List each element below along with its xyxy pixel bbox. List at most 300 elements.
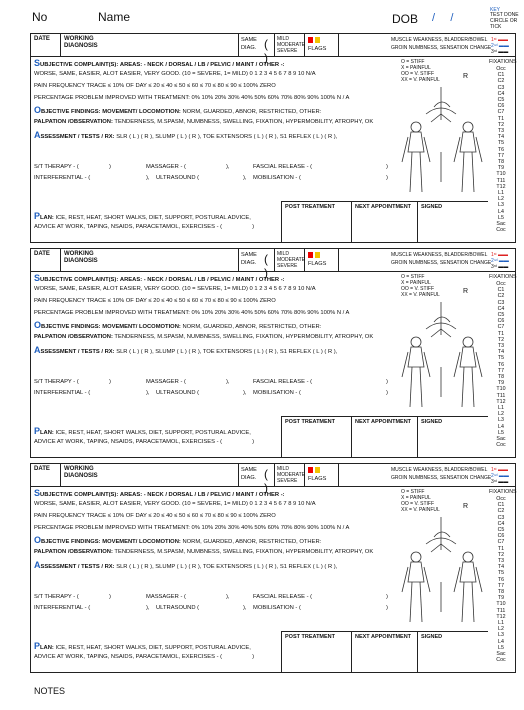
diagnosis-cell[interactable] (61, 34, 239, 56)
percentage-row (34, 310, 349, 316)
groin-text: GROIN NUMBNESS, SENSATION CHANGE (391, 260, 492, 266)
plan-letter: P (34, 641, 41, 651)
fixation-item[interactable]: T2 (497, 551, 505, 558)
fixations-label: FIXATIONS (489, 489, 517, 495)
fascial-release[interactable]: FASCIAL RELEASE - ( (253, 594, 313, 600)
r-label: R (463, 288, 469, 295)
ultrasound-close: ), (243, 390, 247, 396)
mobilisation-close: ) (386, 605, 388, 611)
fixation-item[interactable]: T7 (497, 367, 505, 374)
same-diag-cell[interactable] (239, 249, 275, 280)
fixation-item[interactable]: C3 (497, 514, 505, 521)
fixation-item[interactable]: C2 (497, 293, 505, 300)
fixation-item[interactable]: T10 (496, 386, 506, 393)
movement-values: NORM, GUARDED, ABNOR, RESTRICTED, OTHER: (182, 539, 322, 545)
next-appointment-cell[interactable] (352, 202, 418, 242)
fixation-item[interactable]: C5 (497, 312, 505, 319)
severity-severe: SEVERE (277, 478, 298, 484)
stiff-key-3: OO = V. STIFF (401, 501, 435, 507)
areas-text: AREAS: - NECK / DORSAL / LB / PELVIC / MAINT / OTHER -: (119, 62, 285, 68)
plan-row (34, 641, 251, 651)
stiff-key-1: O = STIFF (401, 274, 425, 280)
movement-label: MOVEMENT/ LOCOMOTION: (102, 324, 181, 330)
severity-moderate: MODERATE (277, 472, 305, 478)
fixation-item[interactable]: T11 (496, 607, 506, 614)
fixation-item[interactable]: C6 (497, 318, 505, 325)
fixation-item[interactable]: L3 (498, 202, 504, 209)
fixation-item[interactable]: Sac (496, 651, 506, 658)
palpation-row (34, 119, 373, 125)
fixation-item[interactable]: Coc (496, 227, 506, 234)
next-appointment-cell[interactable] (352, 632, 418, 672)
key-third-line: 3ʳᵈ ▬▬ (491, 479, 509, 485)
fixation-item[interactable]: C7 (497, 324, 505, 331)
signoff-row (281, 201, 488, 242)
yellow-flag-icon (315, 467, 320, 473)
percentage-values: 0% 10% 20% 30% 40% 50% 60% 70% 80% 90% 100% N / A (191, 310, 350, 316)
fixation-item[interactable]: C1 (497, 72, 505, 79)
fixation-item[interactable]: L5 (498, 214, 504, 221)
advice-row: ADVICE AT WORK, TAPING, NSAIDS, PARACETAMOL, EXERCISES - ( ) (34, 224, 255, 230)
yellow-flag-icon (315, 252, 320, 258)
key-subtitle: TEST DONE CIRCLE OR TICK (490, 12, 519, 30)
advice-row: ADVICE AT WORK, TAPING, NSAIDS, PARACETAMOL, EXERCISES - ( ) (34, 439, 255, 445)
next-appointment-cell[interactable] (352, 417, 418, 457)
severity-cell[interactable] (275, 464, 305, 486)
signed-label: SIGNED (421, 419, 443, 425)
stiff-key-3: OO = V. STIFF (401, 71, 435, 77)
fixation-item[interactable]: L1 (498, 620, 504, 627)
advice-values: ADVICE AT WORK, TAPING, NSAIDS, PARACETAMOL, EXERCISES - ( (34, 224, 223, 230)
r-label: R (463, 73, 469, 80)
percentage-values: 0% 10% 20% 30% 40% 50% 60% 70% 80% 90% 100% N / A (191, 95, 350, 101)
subjective-row (34, 488, 285, 498)
mobilisation-close: ) (386, 390, 388, 396)
severity-severe: SEVERE (277, 263, 298, 269)
percentage-label: PERCENTAGE PROBLEM IMPROVED WITH TREATMENT: (34, 95, 190, 101)
fixation-item[interactable]: L2 (498, 626, 504, 633)
fixation-item[interactable]: L2 (498, 196, 504, 203)
red-flag-icon (308, 37, 313, 43)
same-label: SAME (241, 37, 257, 43)
assessment-values: SLR ( L ) ( R ), SLUMP ( L ) ( R ), TOE EXTENSORS ( L ) ( R ), S1 REFLEX ( L ) ( R ), (116, 564, 338, 570)
ultrasound-close: ), (243, 605, 247, 611)
date-cell[interactable] (31, 249, 61, 271)
r-label: R (463, 503, 469, 510)
objective-letter: O (34, 320, 42, 330)
fixation-item[interactable]: L1 (498, 405, 504, 412)
st-therapy-close: ) (109, 594, 111, 600)
fixation-item[interactable]: T5 (497, 570, 505, 577)
yellow-flag-icon (315, 37, 320, 43)
fixation-item[interactable]: T11 (496, 177, 506, 184)
stiff-key-4: XX = V. PAINFUL (401, 292, 440, 298)
fixation-item[interactable]: C1 (497, 287, 505, 294)
subjective-row (34, 58, 285, 68)
plan-values: ICE, REST, HEAT, SHORT WALKS, DIET, SUPPORT, POSTURAL ADVICE, (55, 645, 251, 651)
fixation-item[interactable]: T1 (497, 115, 505, 122)
areas-text: AREAS: - NECK / DORSAL / LB / PELVIC / MAINT / OTHER -: (119, 492, 285, 498)
diag-short-label: DIAG. (241, 45, 257, 51)
advice-values: ADVICE AT WORK, TAPING, NSAIDS, PARACETAMOL, EXERCISES - ( (34, 439, 223, 445)
severity-cell[interactable] (275, 34, 305, 56)
signed-label: SIGNED (421, 634, 443, 640)
massager-close: ), (226, 164, 230, 170)
fixation-item[interactable]: L3 (498, 632, 504, 639)
fixation-item[interactable]: T5 (497, 355, 505, 362)
diag-short-label: DIAG. (241, 475, 257, 481)
diagnosis-label: WORKING DIAGNOSIS (64, 36, 98, 49)
st-therapy[interactable]: S/T THERAPY - ( (34, 594, 79, 600)
objective-label: BJECTIVE FINDINGS: (41, 324, 101, 330)
stiff-key-3: OO = V. STIFF (401, 286, 435, 292)
weakness-text: MUSCLE WEAKNESS, BLADDER/BOWEL (391, 467, 488, 473)
ultrasound-close: ), (243, 175, 247, 181)
signed-cell[interactable] (418, 202, 491, 242)
fixation-item[interactable]: Sac (496, 221, 506, 228)
massager[interactable]: MASSAGER - ( (146, 594, 186, 600)
fascial-close: ) (386, 164, 388, 170)
fixation-item[interactable]: Occ (496, 281, 506, 287)
severity-moderate: MODERATE (277, 42, 305, 48)
movement-values: NORM, GUARDED, ABNOR, RESTRICTED, OTHER: (182, 109, 322, 115)
palpation-values: TENDERNESS, M.SPASM, NUMBNESS, SWELLING, FIXATION, HYPERMOBILITY, ATROPHY, OK (114, 549, 374, 555)
fixation-item[interactable]: T12 (496, 398, 506, 405)
fixation-item[interactable]: C3 (497, 84, 505, 91)
fascial-release[interactable]: FASCIAL RELEASE - ( (253, 379, 313, 385)
dob-label: DOB (392, 12, 419, 26)
fixation-item[interactable]: Sac (496, 436, 506, 443)
massager[interactable]: MASSAGER - ( (146, 164, 186, 170)
assessment-label: SSESSMENT / TESTS / RX: (40, 134, 115, 140)
objective-label: BJECTIVE FINDINGS: (41, 109, 101, 115)
bracket-icon: ( ) (264, 37, 268, 65)
stiff-key-2: X = PAINFUL (401, 495, 431, 501)
flags-label: FLAGS (308, 46, 327, 52)
worse-text: WORSE, SAME, EASIER, ALOT EASIER, VERY GOOD. (10 = SEVERE, 1= MILD) 0 1 2 3 4 5 6 7 8 9 10 N/A (34, 501, 316, 507)
movement-label: MOVEMENT/ LOCOMOTION: (102, 539, 181, 545)
mobilisation-close: ) (386, 175, 388, 181)
post-treatment-label: POST TREATMENT (285, 204, 336, 210)
fixation-item[interactable]: T9 (497, 595, 505, 602)
fixation-item[interactable]: T8 (497, 159, 505, 166)
stiff-key-2: X = PAINFUL (401, 280, 431, 286)
fixation-item[interactable]: T4 (497, 134, 505, 141)
signed-cell[interactable] (418, 632, 491, 672)
fixation-item[interactable]: C4 (497, 90, 505, 97)
interferential[interactable]: INTERFERENTIAL - ( (34, 175, 91, 181)
subjective-label: UBJECTIVE COMPLAINT(S): (40, 62, 119, 68)
diag-short-label: DIAG. (241, 260, 257, 266)
post-treatment-label: POST TREATMENT (285, 419, 336, 425)
fixation-item[interactable]: L2 (498, 411, 504, 418)
severity-mild: MILD (277, 251, 289, 257)
subjective-letter: S (34, 58, 41, 68)
fixation-item[interactable]: Coc (496, 657, 506, 664)
groin-text: GROIN NUMBNESS, SENSATION CHANGE (391, 475, 492, 481)
interferential-close: ), (146, 175, 150, 181)
same-diag-cell[interactable] (239, 464, 275, 495)
assessment-row (34, 130, 337, 140)
key-third-line: 3ʳᵈ ▬▬ (491, 264, 509, 270)
plan-letter: P (34, 211, 41, 221)
date-cell[interactable] (31, 34, 61, 56)
post-treatment-cell[interactable] (282, 202, 352, 242)
fixation-item[interactable]: T5 (497, 140, 505, 147)
fixation-item[interactable]: C3 (497, 299, 505, 306)
objective-row (34, 320, 321, 330)
fixation-item[interactable]: T1 (497, 545, 505, 552)
flags-label: FLAGS (308, 261, 327, 267)
fixation-item[interactable]: T4 (497, 564, 505, 571)
weakness-text: MUSCLE WEAKNESS, BLADDER/BOWEL (391, 37, 488, 43)
pain-frequency-row (34, 83, 276, 89)
assessment-letter: A (34, 560, 41, 570)
stiff-key-4: XX = V. PAINFUL (401, 77, 440, 83)
red-flag-icon (308, 467, 313, 473)
fixation-item[interactable]: T3 (497, 343, 505, 350)
fixation-item[interactable]: C5 (497, 97, 505, 104)
plan-values: ICE, REST, HEAT, SHORT WALKS, DIET, SUPPORT, POSTURAL ADVICE, (55, 430, 251, 436)
fixations-list (489, 496, 513, 663)
key-first-line: 1ˢᵗ ▬▬ (491, 37, 508, 43)
fixation-item[interactable]: C6 (497, 103, 505, 110)
pain-frequency-values: TRACE ≤ 10% OF DAY ≤ 20 ≤ 40 ≤ 50 ≤ 60 ≤ 70 ≤ 80 ≤ 90 ≤ 100% ZERO (86, 83, 276, 89)
mobilisation[interactable]: MOBILISATION - ( (253, 175, 301, 181)
fixation-item[interactable]: T11 (496, 392, 506, 399)
worse-text: WORSE, SAME, EASIER, ALOT EASIER, VERY GOOD. (10 = SEVERE, 1= MILD) 0 1 2 3 4 5 6 7 8 9 10 N/A (34, 286, 316, 292)
fixation-item[interactable]: T6 (497, 146, 505, 153)
plan-label: LAN: (40, 215, 54, 221)
massager[interactable]: MASSAGER - ( (146, 379, 186, 385)
fixation-item[interactable]: T10 (496, 601, 506, 608)
diagnosis-label: WORKING DIAGNOSIS (64, 466, 98, 479)
severity-mild: MILD (277, 36, 289, 42)
subjective-label: UBJECTIVE COMPLAINT(S): (40, 277, 119, 283)
fixation-item[interactable]: T1 (497, 330, 505, 337)
fixations-column (489, 59, 517, 234)
fixation-item[interactable]: T7 (497, 582, 505, 589)
same-label: SAME (241, 252, 257, 258)
fixation-item[interactable]: Occ (496, 496, 506, 502)
fixation-item[interactable]: T3 (497, 128, 505, 135)
treatment-section (30, 33, 516, 243)
fixations-list (489, 281, 513, 448)
fixation-item[interactable]: T7 (497, 152, 505, 159)
assessment-row (34, 560, 337, 570)
pain-frequency-values: TRACE ≤ 10% OF DAY ≤ 20 ≤ 40 ≤ 50 ≤ 60 ≤ 70 ≤ 80 ≤ 90 ≤ 100% ZERO (86, 513, 276, 519)
no-label: No (32, 10, 48, 24)
assessment-label: SSESSMENT / TESTS / RX: (40, 564, 115, 570)
diagnosis-cell[interactable] (61, 249, 239, 271)
severity-cell[interactable] (275, 249, 305, 271)
fixation-item[interactable]: T9 (497, 380, 505, 387)
date-cell[interactable] (31, 464, 61, 486)
stiff-key-4: XX = V. PAINFUL (401, 507, 440, 513)
ultrasound[interactable]: ULTRASOUND ( (156, 605, 200, 611)
interferential-close: ), (146, 390, 150, 396)
date-label: DATE (34, 466, 50, 472)
name-label: Name (98, 10, 131, 24)
fixation-item[interactable]: C2 (497, 508, 505, 515)
body-diagram-icon (386, 82, 496, 212)
fixation-item[interactable]: C7 (497, 539, 505, 546)
same-diag-cell[interactable] (239, 34, 275, 65)
palpation-label: PALPATION /OBSERVATION: (34, 119, 113, 125)
mobilisation[interactable]: MOBILISATION - ( (253, 390, 301, 396)
post-treatment-cell[interactable] (282, 632, 352, 672)
fixation-item[interactable]: T3 (497, 558, 505, 565)
key-second-line: 2ⁿᵈ ▬▬ (491, 473, 509, 479)
flags-cell[interactable] (305, 464, 339, 486)
fixation-item[interactable]: L1 (498, 190, 504, 197)
plan-label: LAN: (40, 430, 54, 436)
palpation-label: PALPATION /OBSERVATION: (34, 334, 113, 340)
percentage-label: PERCENTAGE PROBLEM IMPROVED WITH TREATMENT: (34, 525, 190, 531)
fixation-item[interactable]: T6 (497, 361, 505, 368)
signoff-row (281, 631, 488, 672)
stiff-key (401, 489, 440, 513)
flags-label: FLAGS (308, 476, 327, 482)
stiff-key-1: O = STIFF (401, 489, 425, 495)
worse-text: WORSE, SAME, EASIER, ALOT EASIER, VERY GOOD. (10 = SEVERE, 1= MILD) 0 1 2 3 4 5 6 7 8 9 10 N/A (34, 71, 316, 77)
red-flag-icon (308, 252, 313, 258)
weakness-text: MUSCLE WEAKNESS, BLADDER/BOWEL (391, 252, 488, 258)
movement-label: MOVEMENT/ LOCOMOTION: (102, 109, 181, 115)
fixation-item[interactable]: L4 (498, 638, 504, 645)
treatment-section (30, 248, 516, 458)
diagnosis-cell[interactable] (61, 464, 239, 486)
fixation-item[interactable]: T8 (497, 374, 505, 381)
stiff-key (401, 274, 440, 298)
post-treatment-cell[interactable] (282, 417, 352, 457)
assessment-letter: A (34, 345, 41, 355)
signed-cell[interactable] (418, 417, 491, 457)
pain-frequency-row (34, 513, 276, 519)
fixation-item[interactable]: C1 (497, 502, 505, 509)
subjective-row (34, 273, 285, 283)
assessment-label: SSESSMENT / TESTS / RX: (40, 349, 115, 355)
st-therapy-close: ) (109, 379, 111, 385)
st-therapy[interactable]: S/T THERAPY - ( (34, 379, 79, 385)
flags-cell[interactable] (305, 34, 339, 56)
fixation-item[interactable]: T2 (497, 336, 505, 343)
fixation-item[interactable]: L4 (498, 208, 504, 215)
bracket-icon: ( ) (264, 252, 268, 280)
fixations-column (489, 489, 517, 664)
percentage-row (34, 525, 349, 531)
fascial-close: ) (386, 379, 388, 385)
fixation-item[interactable]: T12 (496, 613, 506, 620)
fixation-item[interactable]: Occ (496, 66, 506, 72)
key-first-line: 1ˢᵗ ▬▬ (491, 467, 508, 473)
fixation-item[interactable]: T12 (496, 183, 506, 190)
areas-text: AREAS: - NECK / DORSAL / LB / PELVIC / MAINT / OTHER -: (119, 277, 285, 283)
pain-frequency-row (34, 298, 276, 304)
date-label: DATE (34, 36, 50, 42)
fixation-item[interactable]: Coc (496, 442, 506, 449)
fixation-item[interactable]: C5 (497, 527, 505, 534)
assessment-row (34, 345, 337, 355)
notes-label: NOTES (34, 686, 66, 696)
fixation-item[interactable]: L3 (498, 417, 504, 424)
post-treatment-label: POST TREATMENT (285, 634, 336, 640)
assessment-values: SLR ( L ) ( R ), SLUMP ( L ) ( R ), TOE EXTENSORS ( L ) ( R ), S1 REFLEX ( L ) ( R ), (116, 134, 338, 140)
stiff-key-2: X = PAINFUL (401, 65, 431, 71)
interferential[interactable]: INTERFERENTIAL - ( (34, 390, 91, 396)
body-diagram-icon (386, 297, 496, 427)
subjective-letter: S (34, 273, 41, 283)
fixation-item[interactable]: C4 (497, 305, 505, 312)
st-therapy[interactable]: S/T THERAPY - ( (34, 164, 79, 170)
fixation-item[interactable]: C2 (497, 78, 505, 85)
palpation-values: TENDERNESS, M.SPASM, NUMBNESS, SWELLING, FIXATION, HYPERMOBILITY, ATROPHY, OK (114, 119, 374, 125)
percentage-values: 0% 10% 20% 30% 40% 50% 60% 70% 80% 90% 100% N / A (191, 525, 350, 531)
advice-values: ADVICE AT WORK, TAPING, NSAIDS, PARACETAMOL, EXERCISES - ( (34, 654, 223, 660)
palpation-label: PALPATION /OBSERVATION: (34, 549, 113, 555)
interferential[interactable]: INTERFERENTIAL - ( (34, 605, 91, 611)
fixations-label: FIXATIONS (489, 274, 517, 280)
mobilisation[interactable]: MOBILISATION - ( (253, 605, 301, 611)
flags-cell[interactable] (305, 249, 339, 271)
fixation-item[interactable]: T8 (497, 589, 505, 596)
fixation-item[interactable]: T2 (497, 121, 505, 128)
objective-label: BJECTIVE FINDINGS: (41, 539, 101, 545)
percentage-row (34, 95, 349, 101)
fixation-item[interactable]: L4 (498, 423, 504, 430)
ultrasound[interactable]: ULTRASOUND ( (156, 175, 200, 181)
assessment-letter: A (34, 130, 41, 140)
fixation-item[interactable]: C4 (497, 520, 505, 527)
palpation-values: TENDERNESS, M.SPASM, NUMBNESS, SWELLING, FIXATION, HYPERMOBILITY, ATROPHY, OK (114, 334, 374, 340)
objective-row (34, 535, 321, 545)
dob-separator: / / (432, 12, 454, 24)
percentage-label: PERCENTAGE PROBLEM IMPROVED WITH TREATMENT: (34, 310, 190, 316)
key-first-line: 1ˢᵗ ▬▬ (491, 252, 508, 258)
fixation-item[interactable]: T9 (497, 165, 505, 172)
plan-row (34, 426, 251, 436)
fixation-item[interactable]: T4 (497, 349, 505, 356)
key-third-line: 3ʳᵈ ▬▬ (491, 49, 509, 55)
massager-close: ), (226, 379, 230, 385)
same-label: SAME (241, 467, 257, 473)
objective-letter: O (34, 105, 42, 115)
ultrasound[interactable]: ULTRASOUND ( (156, 390, 200, 396)
diagnosis-label: WORKING DIAGNOSIS (64, 251, 98, 264)
plan-row (34, 211, 251, 221)
fixation-item[interactable]: C7 (497, 109, 505, 116)
subjective-letter: S (34, 488, 41, 498)
fixation-item[interactable]: L5 (498, 644, 504, 651)
fixation-item[interactable]: T6 (497, 576, 505, 583)
interferential-close: ), (146, 605, 150, 611)
body-diagram-icon (386, 512, 496, 642)
fixation-item[interactable]: L5 (498, 429, 504, 436)
treatment-section (30, 463, 516, 673)
subjective-label: UBJECTIVE COMPLAINT(S): (40, 492, 119, 498)
severity-mild: MILD (277, 466, 289, 472)
fixations-label: FIXATIONS (489, 59, 517, 65)
advice-row: ADVICE AT WORK, TAPING, NSAIDS, PARACETAMOL, EXERCISES - ( ) (34, 654, 255, 660)
severity-severe: SEVERE (277, 48, 298, 54)
fixation-item[interactable]: C6 (497, 533, 505, 540)
fascial-release[interactable]: FASCIAL RELEASE - ( (253, 164, 313, 170)
fixation-item[interactable]: T10 (496, 171, 506, 178)
objective-row (34, 105, 321, 115)
fascial-close: ) (386, 594, 388, 600)
plan-letter: P (34, 426, 41, 436)
key-second-line: 2ⁿᵈ ▬▬ (491, 43, 509, 49)
